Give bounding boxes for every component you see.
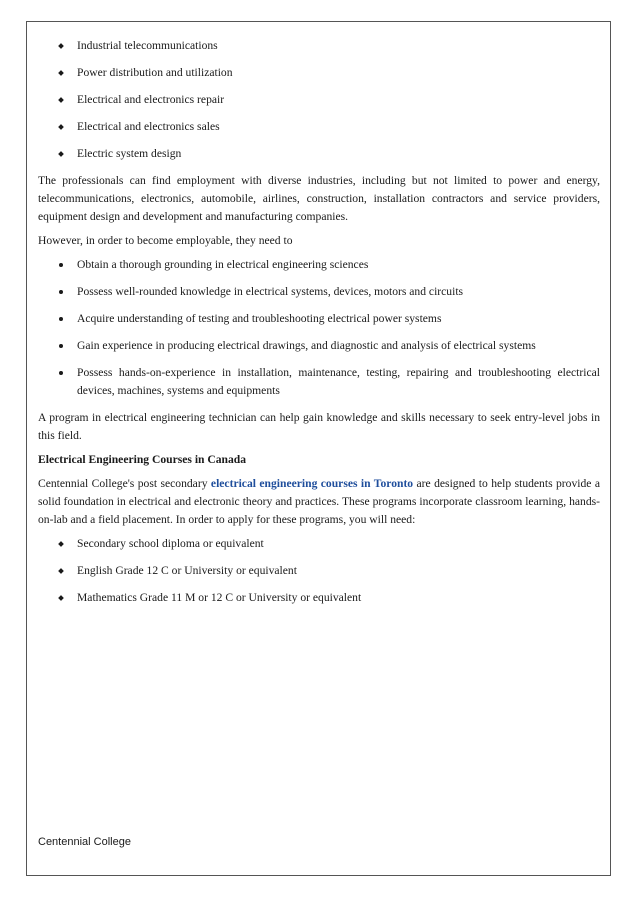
- list-item-text: Electrical and electronics sales: [77, 120, 220, 133]
- bullet-icon: [58, 97, 64, 103]
- list-item: [38, 535, 600, 553]
- bullet-icon: [58, 151, 64, 157]
- bullet-icon: [58, 43, 64, 49]
- bullet-icon: [59, 263, 63, 267]
- list-item-text: Gain experience in producing electrical drawings, and diagnostic and analysis of electrical systems: [77, 339, 536, 352]
- list-item-text: Acquire understanding of testing and troubleshooting electrical power systems: [77, 312, 442, 325]
- list-item: [38, 145, 600, 163]
- bullet-icon: [58, 124, 64, 130]
- bullet-icon: [58, 541, 64, 547]
- paragraph-courses: [38, 475, 600, 529]
- list-item: [38, 310, 600, 328]
- paragraph-text-after: are designed to help students provide a solid foundation in electrical and electronic theory and practices. These programs incorporate classroom learning, hands-on-lab and a field placement. In order to apply for these programs, you will need:: [38, 477, 600, 526]
- courses-link[interactable]: electrical engineering courses in Toronto: [210, 477, 414, 490]
- bullet-icon: [59, 290, 63, 294]
- paragraph-employable: However, in order to become employable, they need to: [38, 234, 293, 247]
- list-item-text: Secondary school diploma or equivalent: [77, 537, 264, 550]
- list-item: [38, 337, 600, 355]
- list-item: [38, 562, 600, 580]
- list-item-text: Obtain a thorough grounding in electrical engineering sciences: [77, 258, 369, 271]
- bullet-icon: [58, 568, 64, 574]
- list-item-text: Industrial telecommunications: [77, 39, 218, 52]
- career-areas-list: [38, 37, 600, 163]
- section-heading: Electrical Engineering Courses in Canada: [38, 453, 247, 466]
- admission-requirements-list: [38, 535, 600, 607]
- list-item: [38, 364, 600, 400]
- paragraph-employment: The professionals can find employment with diverse industries, including but not limited to power and energy, telecommunications, electronics, automobile, airlines, construction, installation contractors and service providers, equipment design and development and manufacturing companies.: [38, 174, 600, 223]
- list-item: [38, 283, 600, 301]
- list-item: [38, 64, 600, 82]
- bullet-icon: [59, 344, 63, 348]
- bullet-icon: [59, 317, 63, 321]
- bullet-icon: [58, 595, 64, 601]
- list-item-text: Possess well-rounded knowledge in electrical systems, devices, motors and circuits: [77, 285, 464, 298]
- list-item: [38, 118, 600, 136]
- requirements-list: [38, 256, 600, 400]
- bullet-icon: [59, 371, 63, 375]
- list-item-text: Electric system design: [77, 147, 182, 160]
- list-item: [38, 91, 600, 109]
- paragraph-text-before: Centennial College's post secondary: [38, 477, 211, 490]
- list-item-text: Possess hands-on-experience in installation, maintenance, testing, repairing and troubleshooting electrical devices, machines, systems and equipments: [77, 366, 600, 397]
- list-item-text: Electrical and electronics repair: [77, 93, 225, 106]
- list-item: [38, 589, 600, 607]
- paragraph-program: A program in electrical engineering technician can help gain knowledge and skills necessary to seek entry-level jobs in this field.: [38, 411, 600, 442]
- page-footer: Centennial College: [38, 836, 131, 848]
- list-item: [38, 256, 600, 274]
- list-item-text: Mathematics Grade 11 M or 12 C or University or equivalent: [77, 591, 362, 604]
- document-body: [38, 37, 600, 616]
- list-item-text: Power distribution and utilization: [77, 66, 233, 79]
- list-item-text: English Grade 12 C or University or equivalent: [77, 564, 297, 577]
- bullet-icon: [58, 70, 64, 76]
- list-item: [38, 37, 600, 55]
